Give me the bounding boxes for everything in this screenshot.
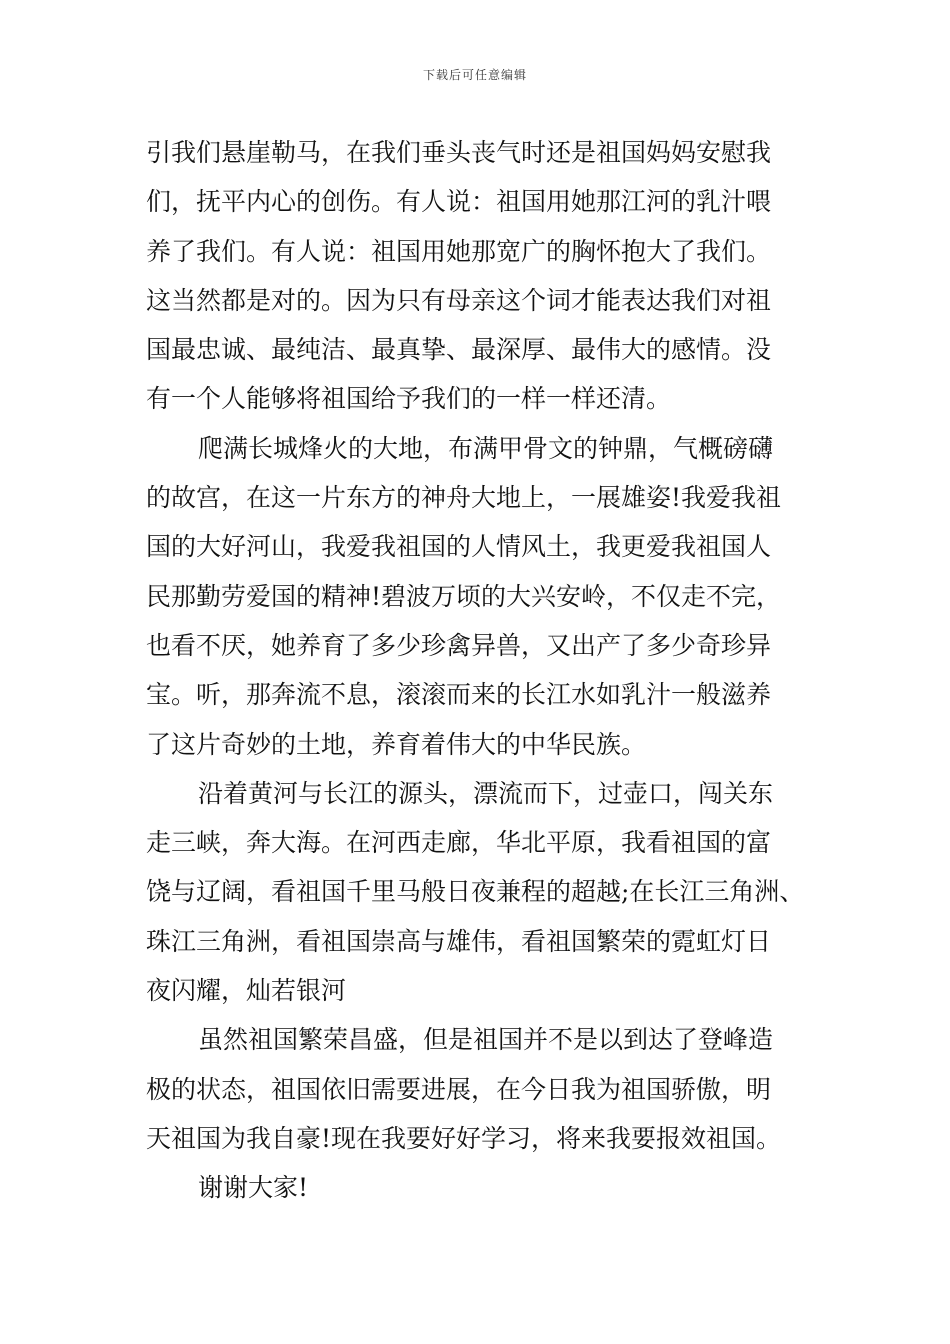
- text-line: 了这片奇妙的土地，养育着伟大的中华民族。: [146, 729, 647, 759]
- text-line: 引我们悬崖勒马，在我们垂头丧气时还是祖国妈妈安慰我: [146, 138, 772, 167]
- paragraph-1: [146, 128, 806, 424]
- text-line: 这当然都是对的。因为只有母亲这个词才能表达我们对祖: [146, 285, 772, 315]
- text-line: 国最忠诚、最纯洁、最真挚、最深厚、最伟大的感情。没: [146, 335, 772, 365]
- text-line: 也看不厌，她养育了多少珍禽异兽，又出产了多少奇珍异: [146, 630, 772, 660]
- text-line: 的故宫，在这一片东方的神舟大地上，一展雄姿!我爱我祖: [146, 483, 782, 513]
- text-line-first: 虽然祖国繁荣昌盛，但是祖国并不是以到达了登峰造: [198, 1025, 774, 1055]
- page-header: 下载后可任意编辑: [422, 68, 527, 82]
- text-line: 极的状态，祖国依旧需要进展，在今日我为祖国骄傲，明: [146, 1074, 772, 1104]
- paragraph-4: [146, 1015, 806, 1163]
- document-body: [146, 128, 806, 1213]
- text-line: 珠江三角洲，看祖国崇高与雄伟，看祖国繁荣的霓虹灯日: [146, 926, 772, 956]
- text-line-first: 爬满长城烽火的大地，布满甲骨文的钟鼎，气概磅礴: [198, 433, 774, 463]
- text-line: 国的大好河山，我爱我祖国的人情风土，我更爱我祖国人: [146, 532, 772, 562]
- text-line: 宝。听，那奔流不息，滚滚而来的长江水如乳汁一般滋养: [146, 680, 772, 710]
- text-line-first: 沿着黄河与长江的源头，漂流而下，过壶口，闯关东: [198, 778, 774, 808]
- text-line: 走三峡，奔大海。在河西走廊，华北平原，我看祖国的富: [146, 828, 772, 858]
- text-line: 有一个人能够将祖国给予我们的一样一样还清。: [146, 384, 672, 414]
- text-line: 们，抚平内心的创伤。有人说：祖国用她那江河的乳汁喂: [146, 187, 772, 217]
- paragraph-5: [146, 1163, 806, 1212]
- text-line-first: 谢谢大家!: [198, 1173, 309, 1203]
- text-line: 天祖国为我自豪!现在我要好好学习，将来我要报效祖国。: [146, 1123, 782, 1153]
- text-line: 饶与辽阔，看祖国千里马般日夜兼程的超越;在长江三角洲、: [146, 877, 805, 907]
- paragraph-3: [146, 769, 806, 1015]
- text-line: 民那勤劳爱国的精神!碧波万顷的大兴安岭，不仅走不完，: [146, 581, 782, 611]
- text-line: 夜闪耀，灿若银河: [146, 976, 347, 1006]
- text-line: 养了我们。有人说：祖国用她那宽广的胸怀抱大了我们。: [146, 236, 772, 266]
- paragraph-2: [146, 424, 806, 769]
